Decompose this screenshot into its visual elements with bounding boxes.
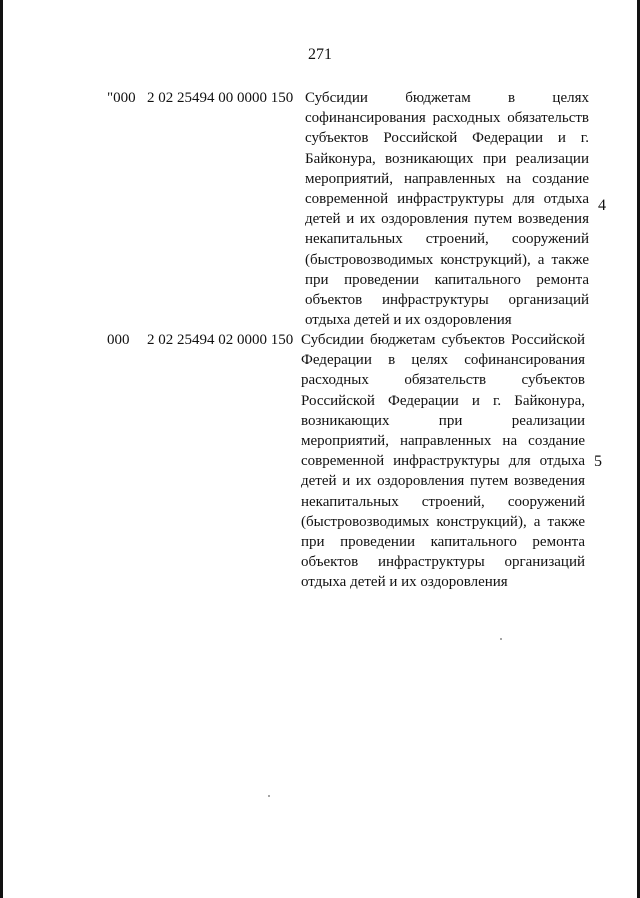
- income-description: Субсидии бюджетам в целях софинансирования расходных обязательств субъектов Российской Федерации и г. Байконура, возникающих при реализации мероприятий, направленных на создание современной инфраструктуры для отдыха детей и их оздоровления путем возведения некапитальных строений, сооружений (быстровозводимых конструкций), а также при проведении капитального ремонта объектов инфраструктуры организаций отдыха детей и их оздоровления: [305, 90, 589, 329]
- scan-speck: [500, 638, 502, 640]
- scan-edge-left: [0, 0, 3, 898]
- admin-code: "000: [107, 90, 136, 106]
- page-number: 271: [308, 46, 332, 63]
- admin-code: 000: [107, 332, 130, 348]
- budget-classification-code: 2 02 25494 02 0000 150: [147, 332, 294, 348]
- income-description: Субсидии бюджетам субъектов Российской Федерации в целях софинансирования расходных обязательств субъектов Российской Федерации и г. Байконура, возникающих при реализации мероприятий, направленных на создание современной инфраструктуры для отдыха детей и их оздоровления путем возведения некапитальных строений, сооружений (быстровозводимых конструкций), а также при проведении капитального ремонта объектов инфраструктуры организаций отдыха детей и их оздоровления: [301, 332, 585, 591]
- column-number: 4: [598, 197, 606, 214]
- budget-classification-code: 2 02 25494 00 0000 150: [147, 90, 294, 106]
- column-number: 5: [594, 453, 602, 470]
- scan-speck: [268, 795, 270, 797]
